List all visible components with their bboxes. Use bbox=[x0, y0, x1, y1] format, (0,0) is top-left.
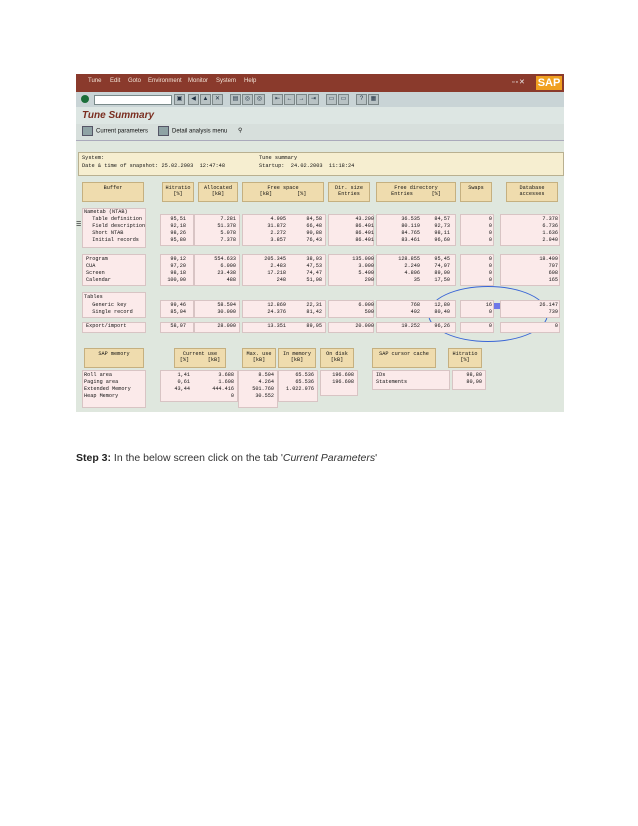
layout-icon[interactable]: ▦ bbox=[368, 94, 379, 105]
tables-row: Generic key bbox=[86, 302, 127, 308]
current-parameters-button[interactable]: Current parameters bbox=[82, 126, 148, 137]
program-row: 74,47 bbox=[306, 270, 322, 276]
menu-tune[interactable]: Tune bbox=[88, 78, 102, 84]
program-row: 23.438 bbox=[217, 270, 236, 276]
memory-row-cell: 0,61 bbox=[177, 379, 190, 385]
nametab-row: 84.765 bbox=[401, 230, 420, 236]
nametab-row: 83.461 bbox=[401, 237, 420, 243]
program-row: 0 bbox=[488, 256, 492, 262]
nametab-row: 92,18 bbox=[170, 223, 186, 229]
memory-row-cell: 8.504 bbox=[258, 372, 274, 378]
nametab-row: 86.401 bbox=[355, 223, 374, 229]
program-row: 6.000 bbox=[220, 263, 236, 269]
tables-row: 22,31 bbox=[306, 302, 322, 308]
program-row: Program bbox=[86, 256, 108, 262]
buffer-column-header: Database accesses bbox=[506, 182, 558, 202]
system-info: System: Date & time of snapshot: 25.02.2003 12:47:48 Tune summary Startup: 24.02.2003 11:18:24 bbox=[78, 152, 564, 176]
program-row: 38,03 bbox=[306, 256, 322, 262]
nametab-row: 2.272 bbox=[270, 230, 286, 236]
program-row: 17.218 bbox=[267, 270, 286, 276]
program-row: 51,08 bbox=[306, 277, 322, 283]
memory-row-cell: 501.760 bbox=[252, 386, 274, 392]
analysis-icon bbox=[158, 126, 169, 136]
application-toolbar bbox=[76, 124, 564, 141]
step-caption: Step 3: In the below screen click on the tab 'Current Parameters' bbox=[76, 452, 378, 464]
memory-row-cell: Heap Memory bbox=[84, 393, 119, 399]
tables-row: 12.869 bbox=[267, 302, 286, 308]
tables-row: 12,80 bbox=[434, 302, 450, 308]
nametab-row: 6.736 bbox=[542, 223, 558, 229]
buffer-column-header: Hitratio [%] bbox=[162, 182, 194, 202]
nametab-row: 86.401 bbox=[355, 230, 374, 236]
nametab-row: 95,80 bbox=[170, 237, 186, 243]
tables-row: 30.000 bbox=[217, 309, 236, 315]
export-row: 28.000 bbox=[217, 323, 236, 329]
export-row: Export/import bbox=[86, 323, 127, 329]
program-row: 17,50 bbox=[434, 277, 450, 283]
nametab-row: 1.636 bbox=[542, 230, 558, 236]
nametab-row: 86.401 bbox=[355, 237, 374, 243]
nametab-row: 0 bbox=[488, 237, 492, 243]
nametab-row: Short NTAB bbox=[86, 230, 124, 236]
next-page-icon[interactable]: → bbox=[296, 94, 307, 105]
buffer-column-header: Free directory Entries [%] bbox=[376, 182, 456, 202]
program-row: CUA bbox=[86, 263, 96, 269]
buffer-column-header: Dir. size Entries bbox=[328, 182, 370, 202]
export-row: 20.000 bbox=[355, 323, 374, 329]
nametab-row: 7.378 bbox=[220, 237, 236, 243]
exit-icon[interactable]: ▲ bbox=[200, 94, 211, 105]
memory-column-header: Max. use [kB] bbox=[242, 348, 276, 368]
nametab-row: 84,58 bbox=[306, 216, 322, 222]
memory-row-cell: 1.022.976 bbox=[285, 386, 314, 392]
nametab-row: 98,26 bbox=[170, 230, 186, 236]
nametab-row: 43.200 bbox=[355, 216, 374, 222]
memory-row-cell: 30.552 bbox=[255, 393, 274, 399]
nametab-row: 51.378 bbox=[217, 223, 236, 229]
export-row: 19.252 bbox=[401, 323, 420, 329]
buffer-column-header: Free space [kB] [%] bbox=[242, 182, 324, 202]
tables-row: 80,40 bbox=[434, 309, 450, 315]
tables-row: 99,46 bbox=[170, 302, 186, 308]
program-row: 99,12 bbox=[170, 256, 186, 262]
memory-row-cell: 196.608 bbox=[332, 372, 354, 378]
cancel-icon[interactable]: ✕ bbox=[212, 94, 223, 105]
tables-row: 739 bbox=[548, 309, 558, 315]
nametab-row: 92,73 bbox=[434, 223, 450, 229]
window-controls-icon[interactable]: ▫▫✕ bbox=[512, 79, 526, 86]
program-row: 98,18 bbox=[170, 270, 186, 276]
memory-column-header: Current use [%] [kB] bbox=[174, 348, 226, 368]
shortcut-icon[interactable]: ▭ bbox=[338, 94, 349, 105]
nametab-row: 4.995 bbox=[270, 216, 286, 222]
nametab-row: 5.078 bbox=[220, 230, 236, 236]
tables-row: Single record bbox=[86, 309, 133, 315]
nametab-row: 84,57 bbox=[434, 216, 450, 222]
nametab-row: 0 bbox=[488, 223, 492, 229]
program-row: 0 bbox=[488, 270, 492, 276]
program-row: 95,45 bbox=[434, 256, 450, 262]
command-field[interactable] bbox=[94, 95, 172, 105]
memory-row-cell: 65.536 bbox=[295, 379, 314, 385]
program-row: 608 bbox=[548, 270, 558, 276]
nametab-row: 95,51 bbox=[170, 216, 186, 222]
tables-row: 500 bbox=[364, 309, 374, 315]
program-row: 488 bbox=[226, 277, 236, 283]
memory-row-cell: 444.416 bbox=[212, 386, 234, 392]
memory-row-cell: 0 bbox=[230, 393, 234, 399]
nametab-title: Nametab (NTAB) bbox=[84, 209, 128, 215]
sap-screenshot bbox=[76, 74, 564, 412]
first-page-icon[interactable]: ⇤ bbox=[272, 94, 283, 105]
nametab-row: 2.940 bbox=[542, 237, 558, 243]
nametab-row: 7.378 bbox=[542, 216, 558, 222]
nametab-row: 76,43 bbox=[306, 237, 322, 243]
program-row: 0 bbox=[488, 277, 492, 283]
tables-row: 26.147 bbox=[539, 302, 558, 308]
memory-row-cell: Roll area bbox=[84, 372, 113, 378]
memory-column-header: SAP memory bbox=[84, 348, 144, 368]
nametab-row: Initial records bbox=[86, 237, 139, 243]
memory-column-header: On disk [kB] bbox=[320, 348, 354, 368]
row-marker-icon: ☰ bbox=[76, 222, 82, 228]
cursor-row-value: 80,00 bbox=[466, 379, 482, 385]
program-row: 5.400 bbox=[358, 270, 374, 276]
memory-row-cell: Paging area bbox=[84, 379, 119, 385]
menu-goto[interactable]: Goto bbox=[128, 78, 142, 84]
export-row: 58,97 bbox=[170, 323, 186, 329]
nametab-row: 3.857 bbox=[270, 237, 286, 243]
nametab-row: 66,48 bbox=[306, 223, 322, 229]
nametab-row: 98,11 bbox=[434, 230, 450, 236]
nametab-row: Field description bbox=[86, 223, 146, 229]
memory-row-cell: Extended Memory bbox=[84, 386, 131, 392]
tables-row: 81,42 bbox=[306, 309, 322, 315]
program-row: 18.409 bbox=[539, 256, 558, 262]
nametab-row: 7.281 bbox=[220, 216, 236, 222]
parameters-icon bbox=[82, 126, 93, 136]
export-row: 0 bbox=[554, 323, 558, 329]
program-row: 200 bbox=[364, 277, 374, 283]
export-row: 89,95 bbox=[306, 323, 322, 329]
save-icon[interactable]: ▣ bbox=[174, 94, 185, 105]
detail-analysis-button[interactable]: Detail analysis menu bbox=[158, 126, 227, 137]
cursor-row-label: Statements bbox=[376, 379, 408, 385]
program-row: 0 bbox=[488, 263, 492, 269]
memory-row-cell: 196.608 bbox=[332, 379, 354, 385]
cursor-row-label: IDs bbox=[376, 372, 386, 378]
tables-row: 402 bbox=[410, 309, 420, 315]
menu-environment[interactable]: Environment bbox=[148, 78, 182, 84]
page-title: Tune Summary bbox=[82, 110, 155, 121]
program-row: 554.633 bbox=[214, 256, 236, 262]
glasses-icon[interactable]: ⚲ bbox=[238, 128, 243, 134]
tables-row: 24.376 bbox=[267, 309, 286, 315]
memory-column-header: Hitratio [%] bbox=[448, 348, 482, 368]
tables-title: Tables bbox=[84, 294, 103, 300]
menu-help[interactable]: Help bbox=[244, 78, 257, 84]
program-row: 205.345 bbox=[264, 256, 286, 262]
nametab-row: 90,88 bbox=[306, 230, 322, 236]
program-row: Screen bbox=[86, 270, 105, 276]
program-row: 135.000 bbox=[352, 256, 374, 262]
buffer-column-header: Swaps bbox=[460, 182, 492, 202]
program-row: 35 bbox=[413, 277, 420, 283]
program-row: 97,20 bbox=[170, 263, 186, 269]
last-page-icon[interactable]: ⇥ bbox=[308, 94, 319, 105]
memory-row-cell: 1,41 bbox=[177, 372, 190, 378]
nametab-row: 31.872 bbox=[267, 223, 286, 229]
program-row: 248 bbox=[276, 277, 286, 283]
find-icon[interactable]: ◎ bbox=[242, 94, 253, 105]
program-row: 74,97 bbox=[434, 263, 450, 269]
title-bar bbox=[76, 107, 564, 124]
sap-logo: SAP bbox=[537, 77, 561, 89]
tables-row: 6.000 bbox=[358, 302, 374, 308]
nametab-row: 0 bbox=[488, 216, 492, 222]
memory-column-header: SAP cursor cache bbox=[372, 348, 436, 368]
memory-row-cell: 43,44 bbox=[174, 386, 190, 392]
buffer-column-header: Buffer bbox=[82, 182, 144, 202]
find-next-icon[interactable]: ◎ bbox=[254, 94, 265, 105]
menu-bar bbox=[76, 74, 564, 92]
program-row: 165 bbox=[548, 277, 558, 283]
program-row: 4.806 bbox=[404, 270, 420, 276]
program-row: 47,53 bbox=[306, 263, 322, 269]
program-row: 89,00 bbox=[434, 270, 450, 276]
program-row: 2.249 bbox=[404, 263, 420, 269]
memory-row-cell: 1.608 bbox=[218, 379, 234, 385]
nametab-row: Table definition bbox=[86, 216, 143, 222]
menu-monitor[interactable]: Monitor bbox=[188, 78, 209, 84]
prev-page-icon[interactable]: ← bbox=[284, 94, 295, 105]
new-session-icon[interactable]: ▭ bbox=[326, 94, 337, 105]
help-icon[interactable]: ? bbox=[356, 94, 367, 105]
program-row: 128.855 bbox=[398, 256, 420, 262]
tables-row: 16 bbox=[485, 302, 492, 308]
program-row: 2.483 bbox=[270, 263, 286, 269]
tables-row: 58.594 bbox=[217, 302, 236, 308]
memory-row-cell: 3.688 bbox=[218, 372, 234, 378]
nametab-row: 80.119 bbox=[401, 223, 420, 229]
menu-system[interactable]: System bbox=[216, 78, 237, 84]
export-row: 0 bbox=[488, 323, 492, 329]
program-row: Calendar bbox=[86, 277, 111, 283]
print-icon[interactable]: ▤ bbox=[230, 94, 241, 105]
tables-row: 85,04 bbox=[170, 309, 186, 315]
nametab-row: 0 bbox=[488, 230, 492, 236]
export-row: 96,26 bbox=[434, 323, 450, 329]
program-row: 100,00 bbox=[167, 277, 186, 283]
nametab-row: 36.535 bbox=[401, 216, 420, 222]
enter-icon[interactable] bbox=[81, 95, 89, 103]
tables-row: 768 bbox=[410, 302, 420, 308]
program-row: 707 bbox=[548, 263, 558, 269]
menu-edit[interactable]: Edit bbox=[110, 78, 121, 84]
back-icon[interactable]: ◀ bbox=[188, 94, 199, 105]
standard-toolbar bbox=[76, 92, 564, 108]
nametab-row: 96,60 bbox=[434, 237, 450, 243]
buffer-column-header: Allocated [kB] bbox=[198, 182, 238, 202]
memory-column-header: In memory [kB] bbox=[278, 348, 316, 368]
tables-row: 0 bbox=[488, 309, 492, 315]
export-row: 13.351 bbox=[267, 323, 286, 329]
memory-row-cell: 4.264 bbox=[258, 379, 274, 385]
program-row: 3.000 bbox=[358, 263, 374, 269]
memory-row-cell: 65.536 bbox=[295, 372, 314, 378]
cursor-row-value: 98,80 bbox=[466, 372, 482, 378]
